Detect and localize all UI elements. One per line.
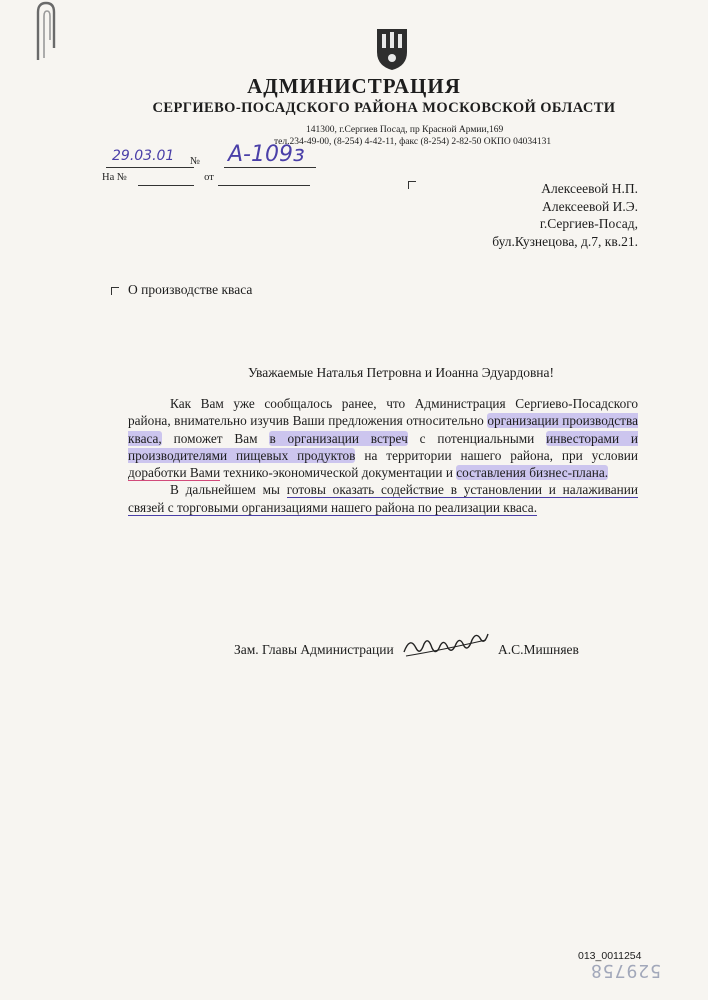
reply-date-line [218, 185, 310, 186]
recipient-line: Алексеевой И.Э. [542, 198, 638, 214]
handwritten-date: 29.03.01 [112, 148, 175, 164]
paper-clip-icon [28, 0, 62, 60]
recipient-block [492, 180, 638, 250]
reply-number-line [138, 185, 194, 186]
coat-of-arms-icon [374, 26, 410, 72]
reply-label: На № [102, 172, 127, 183]
address-corner-mark [408, 181, 416, 189]
date-line [106, 167, 194, 168]
handwritten-signature [402, 626, 492, 662]
recipient-line: бул.Кузнецова, д.7, кв.21. [492, 233, 638, 249]
handwritten-number: А-109з [228, 142, 305, 167]
letter-greeting: Уважаемые Наталья Петровна и Иоанна Эдуардовна! [248, 365, 555, 380]
letter-subject: О производстве кваса [128, 282, 253, 297]
letter-body [128, 395, 638, 516]
body-paragraph-2: В дальнейшем мы готовы оказать содействие в установлении и налаживании связей с торговыми организациями нашего района по реализации кваса. [128, 482, 638, 515]
body-paragraph-1: Как Вам уже сообщалось ранее, что Администрация Сергиево-Посадского района, внимательно изучив Ваши предложения относительно организации производства кваса, поможет Вам в организации встреч с потенциальными инвесторами и производителями пищевых продуктов на территории нашего района, при условии доработки Вами технико-экономической документации и составления бизнес-плана. [128, 396, 639, 481]
underlined-text: готовы оказать содействие в установлении и налаживании связей с торговыми организациями нашего района по реализации кваса. [128, 482, 638, 515]
org-title: АДМИНИСТРАЦИЯ [247, 74, 461, 98]
stamp-number: 529758 [590, 960, 662, 981]
org-subtitle: СЕРГИЕВО-ПОСАДСКОГО РАЙОНА МОСКОВСКОЙ ОБЛАСТИ [152, 100, 616, 116]
highlighted-text: в организации встреч [269, 430, 408, 446]
org-address: 141300, г.Сергиев Посад, пр Красной Армии,169 [306, 125, 504, 135]
highlighted-text: инвесторами и производителями пищевых продуктов [128, 430, 639, 463]
reply-row [102, 172, 214, 183]
highlighted-text: составления бизнес-плана. [456, 465, 609, 481]
number-label: № [190, 156, 201, 167]
signer-name: А.С.Мишняев [498, 642, 579, 657]
recipient-line: г.Сергиев-Посад, [539, 216, 638, 231]
highlighted-text: организации производства кваса, [128, 413, 638, 446]
number-line [224, 167, 316, 168]
underlined-text: доработки Вами [128, 465, 221, 481]
subject-corner-mark [111, 287, 119, 295]
recipient-line: Алексеевой Н.П. [541, 181, 638, 196]
org-contacts: тел.234-49-00, (8-254) 4-42-11, факс (8-254) 2-82-50 ОКПО 04034131 [274, 137, 552, 147]
signer-position: Зам. Главы Администрации [234, 642, 394, 657]
from-label: от [204, 172, 214, 183]
document-number: 013_0011254 [578, 950, 642, 962]
